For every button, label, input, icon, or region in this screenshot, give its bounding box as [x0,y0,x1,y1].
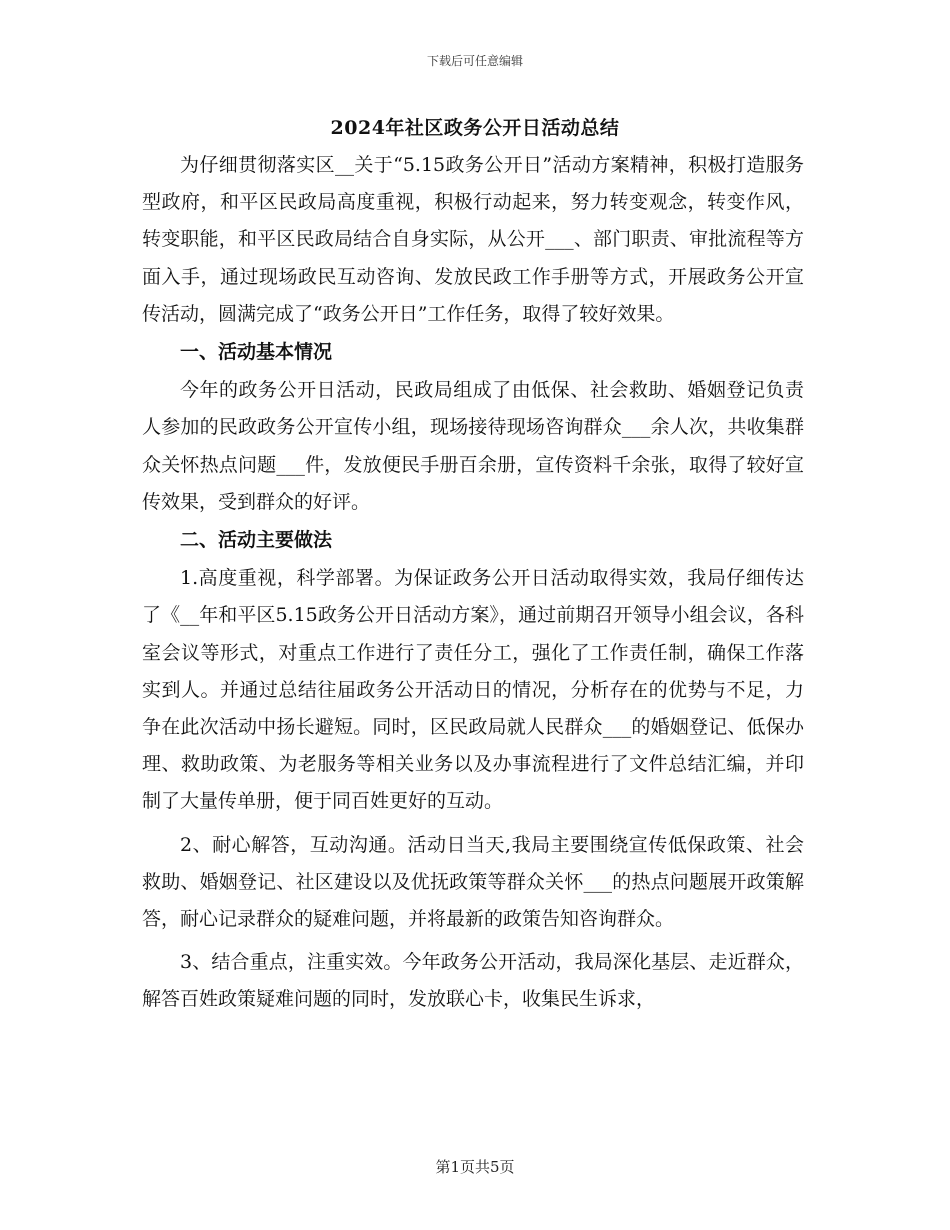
document-body [142,147,804,1019]
section-1-paragraph: 今年的政务公开日活动，民政局组成了由低保、社会救助、婚姻登记负责人参加的民政政务公开宣传小组，现场接待现场咨询群众___余人次，共收集群众关怀热点问题___件，发放便民手册百余册，宣传资料千余张，取得了较好宣传效果，受到群众的好评。 [142,379,804,513]
page-number: 第1页共5页 [435,1158,515,1176]
page-header-note: 下载后可任意编辑 [426,54,523,68]
section-2-heading: 二、活动主要做法 [180,529,333,552]
section-2-point-3: 3、结合重点，注重实效。今年政务公开活动，我局深化基层、走近群众，解答百姓政策疑难问题的同时，发放联心卡，收集民生诉求， [142,951,804,1011]
section-2-point-2: 2、耐心解答，互动沟通。活动日当天,我局主要围绕宣传低保政策、社会救助、婚姻登记、社区建设以及优抚政策等群众关怀___的热点问题展开政策解答，耐心记录群众的疑难问题，并将最新的政策告知咨询群众。 [142,833,804,931]
document-title: 2024年社区政务公开日活动总结 [330,117,620,139]
section-2-point-1: 1.高度重视，科学部署。为保证政务公开日活动取得实效，我局仔细传达了《__年和平区5.15政务公开日活动方案》，通过前期召开领导小组会议，各科室会议等形式，对重点工作进行了责任分工，强化了工作责任制，确保工作落实到人。并通过总结往届政务公开活动日的情况，分析存在的优势与不足，力争在此次活动中扬长避短。同时，区民政局就人民群众___的婚姻登记、低保办理、救助政策、为老服务等相关业务以及办事流程进行了文件总结汇编，并印制了大量传单册，便于同百姓更好的互动。 [142,567,804,813]
section-1-heading: 一、活动基本情况 [180,341,333,364]
intro-paragraph: 为仔细贯彻落实区__关于“5.15政务公开日”活动方案精神，积极打造服务型政府，和平区民政局高度重视，积极行动起来，努力转变观念，转变作风，转变职能，和平区民政局结合自身实际，从公开___、部门职责、审批流程等方面入手，通过现场政民互动咨询、发放民政工作手册等方式，开展政务公开宣传活动，圆满完成了“政务公开日”工作任务，取得了较好效果。 [142,154,804,325]
